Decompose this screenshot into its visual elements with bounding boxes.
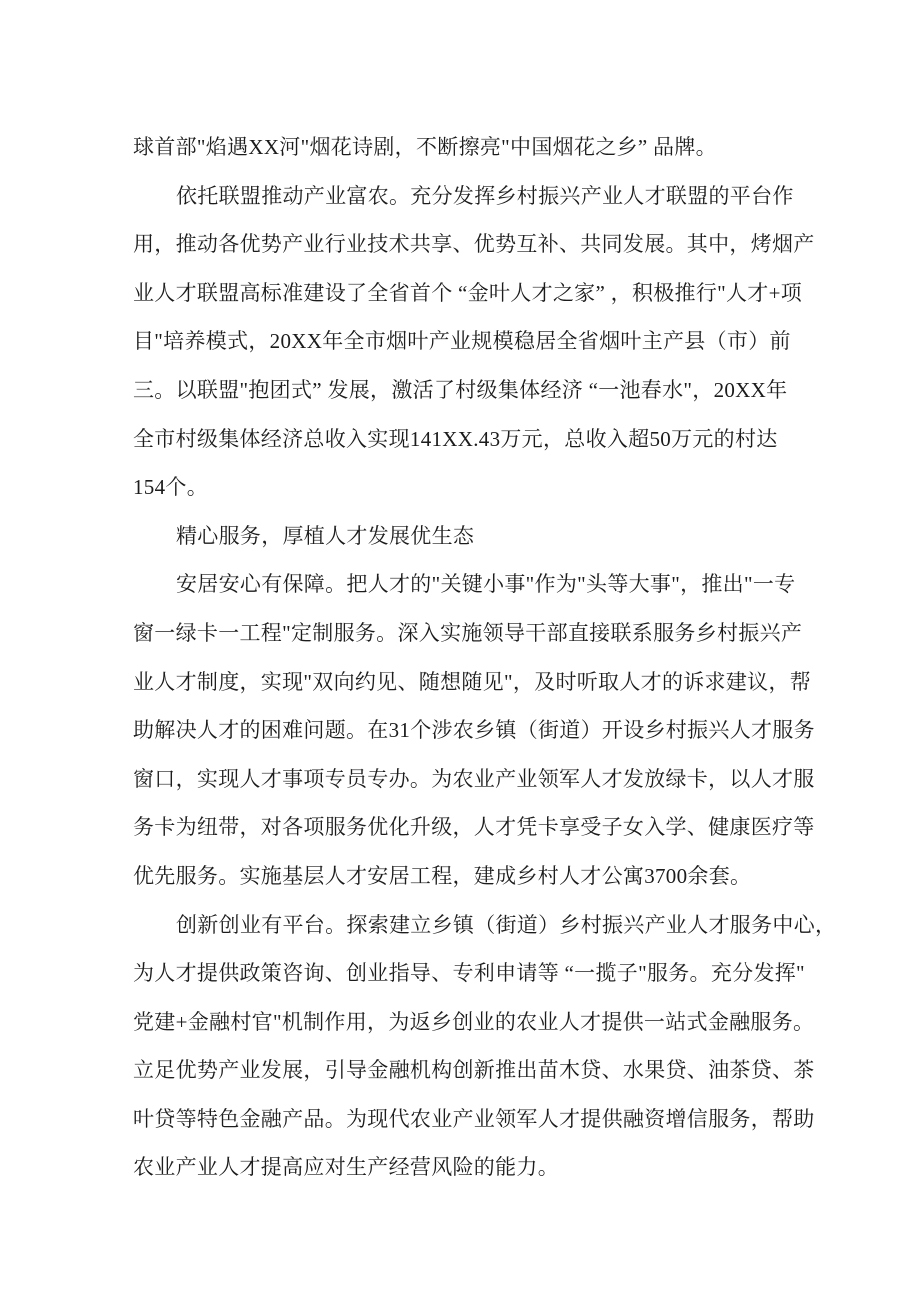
text-line: 党建+金融村官"机制作用，为返乡创业的农业人才提供一站式金融服务。 bbox=[133, 1009, 815, 1034]
text-line: 为人才提供政策咨询、创业指导、专利申请等 “一揽子"服务。充分发挥" bbox=[133, 961, 805, 986]
text-line: 业人才联盟高标准建设了全省首个 “金叶人才之家” ，积极推行"人才+项 bbox=[133, 280, 803, 305]
text-line: 农业产业人才提高应对生产经营风险的能力。 bbox=[133, 1155, 559, 1180]
text-line: 154个。 bbox=[133, 475, 208, 500]
text-line: 叶贷等特色金融产品。为现代农业产业领军人才提供融资增信服务，帮助 bbox=[133, 1106, 815, 1131]
text-line: 优先服务。实施基层人才安居工程，建成乡村人才公寓3700余套。 bbox=[133, 863, 752, 888]
text-line: 立足优势产业发展，引导金融机构创新推出苗木贷、水果贷、油茶贷、茶 bbox=[133, 1058, 815, 1083]
text-line: 精心服务，厚植人才发展优生态 bbox=[176, 523, 475, 548]
text-line: 安居安心有保障。把人才的"关键小事"作为"头等大事"，推出"一专 bbox=[176, 572, 796, 597]
text-line: 务卡为纽带，对各项服务优化升级，人才凭卡享受子女入学、健康医疗等 bbox=[133, 815, 815, 840]
text-line: 依托联盟推动产业富农。充分发挥乡村振兴产业人才联盟的平台作 bbox=[176, 183, 794, 208]
text-line: 目"培养模式，20XX年全市烟叶产业规模稳居全省烟叶主产县（市）前 bbox=[133, 329, 791, 354]
text-line: 全市村级集体经济总收入实现141XX.43万元，总收入超50万元的村达 bbox=[133, 426, 778, 451]
text-line: 球首部"焰遇XX河"烟花诗剧，不断擦亮"中国烟花之乡” 品牌。 bbox=[133, 135, 717, 159]
document-body bbox=[133, 123, 837, 1192]
text-line: 用，推动各优势产业行业技术共享、优势互补、共同发展。其中，烤烟产 bbox=[133, 232, 815, 257]
text-line: 创新创业有平台。探索建立乡镇（街道）乡村振兴产业人才服务中心， bbox=[176, 912, 837, 937]
text-line: 助解决人才的困难问题。在31个涉农乡镇（街道）开设乡村振兴人才服务 bbox=[133, 718, 815, 743]
text-line: 三。以联盟"抱团式” 发展，激活了村级集体经济 “一池春水"，20XX年 bbox=[133, 377, 788, 402]
text-line: 窗口，实现人才事项专员专办。为农业产业领军人才发放绿卡，以人才服 bbox=[133, 766, 815, 791]
text-line: 窗一绿卡一工程"定制服务。深入实施领导干部直接联系服务乡村振兴产 bbox=[133, 620, 803, 645]
text-line: 业人才制度，实现"双向约见、随想随见"，及时听取人才的诉求建议，帮 bbox=[133, 669, 812, 694]
